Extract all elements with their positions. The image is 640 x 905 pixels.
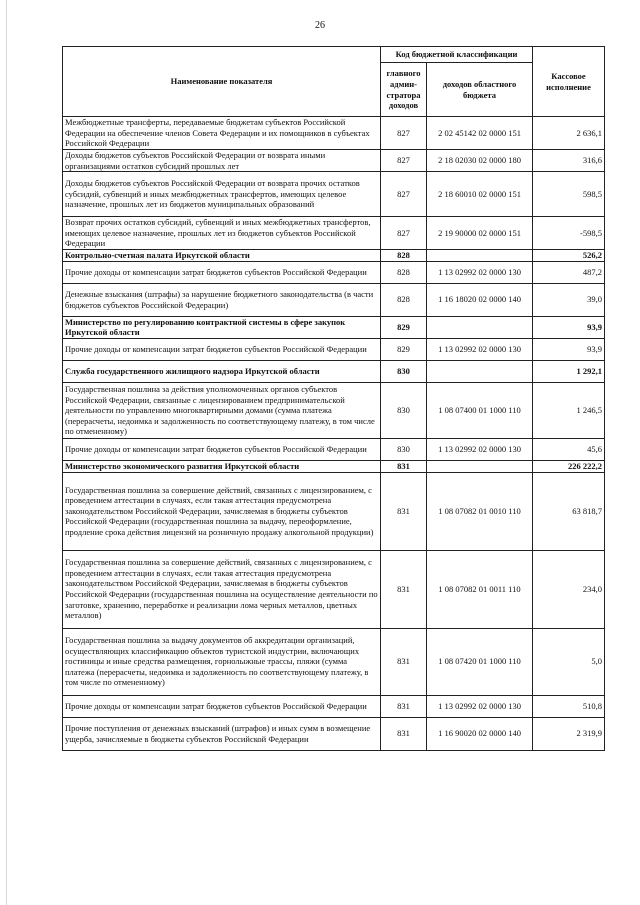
row-code-cell: 1 08 07400 01 1000 110	[427, 382, 533, 438]
row-amount-cell: 5,0	[533, 628, 605, 695]
row-admin-cell: 831	[381, 460, 427, 472]
table-row	[63, 172, 605, 217]
row-amount-cell: 487,2	[533, 261, 605, 283]
row-code-cell	[427, 360, 533, 382]
table-row	[63, 117, 605, 150]
row-amount-cell: 1 292,1	[533, 360, 605, 382]
row-name-cell: Межбюджетные трансферты, передаваемые бюджетам субъектов Российской Федерации на обеспечение членов Совета Федерации и их помощников в субъектах Российской Федерации	[63, 117, 381, 150]
row-amount-cell: 510,8	[533, 695, 605, 717]
row-admin-cell: 831	[381, 472, 427, 550]
row-admin-cell: 830	[381, 382, 427, 438]
table-row	[63, 717, 605, 750]
row-code-cell: 1 16 18020 02 0000 140	[427, 283, 533, 316]
row-amount-cell: 2 636,1	[533, 117, 605, 150]
row-code-cell: 1 13 02992 02 0000 130	[427, 261, 533, 283]
table-section-row	[63, 360, 605, 382]
table-row	[63, 150, 605, 172]
header-revenue-code: доходов областного бюджета	[427, 63, 533, 117]
table-row	[63, 550, 605, 628]
row-name-cell: Прочие доходы от компенсации затрат бюджетов субъектов Российской Федерации	[63, 438, 381, 460]
row-admin-cell: 828	[381, 283, 427, 316]
row-name-cell: Контрольно-счетная палата Иркутской области	[63, 250, 381, 262]
row-code-cell: 1 13 02992 02 0000 130	[427, 695, 533, 717]
scan-edge-line	[6, 0, 7, 905]
row-name-cell: Министерство экономического развития Иркутской области	[63, 460, 381, 472]
row-admin-cell: 827	[381, 217, 427, 250]
row-admin-cell: 827	[381, 117, 427, 150]
row-code-cell: 1 08 07082 01 0010 110	[427, 472, 533, 550]
page-number: 26	[315, 20, 325, 31]
row-code-cell: 1 08 07082 01 0011 110	[427, 550, 533, 628]
row-name-cell: Прочие поступления от денежных взысканий (штрафов) и иных сумм в возмещение ущерба, зачисляемые в бюджеты субъектов Российской Федерации	[63, 717, 381, 750]
row-admin-cell: 827	[381, 172, 427, 217]
row-name-cell: Возврат прочих остатков субсидий, субвенций и иных межбюджетных трансфертов, имеющих целевое назначение, прошлых лет из бюджетов субъектов Российской Федерации	[63, 217, 381, 250]
row-admin-cell: 829	[381, 316, 427, 338]
row-name-cell: Прочие доходы от компенсации затрат бюджетов субъектов Российской Федерации	[63, 261, 381, 283]
row-code-cell: 1 16 90020 02 0000 140	[427, 717, 533, 750]
row-name-cell: Служба государственного жилищного надзора Иркутской области	[63, 360, 381, 382]
row-admin-cell: 831	[381, 717, 427, 750]
row-name-cell: Прочие доходы от компенсации затрат бюджетов субъектов Российской Федерации	[63, 338, 381, 360]
row-admin-cell: 831	[381, 695, 427, 717]
row-code-cell: 1 13 02992 02 0000 130	[427, 438, 533, 460]
row-name-cell: Доходы бюджетов субъектов Российской Федерации от возврата прочих остатков субсидий, субвенций и иных межбюджетных трансфертов, имеющих целевое назначение, прошлых лет из бюджетов муниципальных образований	[63, 172, 381, 217]
table-section-row	[63, 316, 605, 338]
row-amount-cell: 526,2	[533, 250, 605, 262]
row-amount-cell: 39,0	[533, 283, 605, 316]
table-row	[63, 338, 605, 360]
row-name-cell: Министерство по регулированию контрактной системы в сфере закупок Иркутской области	[63, 316, 381, 338]
row-amount-cell: 598,5	[533, 172, 605, 217]
row-admin-cell: 830	[381, 360, 427, 382]
row-name-cell: Государственная пошлина за действия уполномоченных органов субъектов Российской Федерации, связанные с лицензированием предпринимательской деятельности по управлению многоквартирными домами (сумма платежа (перерасчеты, недоимка и задолженность по соответствующему платежу, в том числе по отмененному)	[63, 382, 381, 438]
row-admin-cell: 831	[381, 628, 427, 695]
row-amount-cell: 234,0	[533, 550, 605, 628]
table-section-row	[63, 460, 605, 472]
row-amount-cell: 63 818,7	[533, 472, 605, 550]
row-admin-cell: 829	[381, 338, 427, 360]
row-name-cell: Прочие доходы от компенсации затрат бюджетов субъектов Российской Федерации	[63, 695, 381, 717]
row-code-cell: 2 02 45142 02 0000 151	[427, 117, 533, 150]
row-amount-cell: 93,9	[533, 316, 605, 338]
row-name-cell: Доходы бюджетов субъектов Российской Федерации от возврата иными организациями остатков субсидий прошлых лет	[63, 150, 381, 172]
table-row	[63, 628, 605, 695]
row-name-cell: Государственная пошлина за выдачу документов об аккредитации организаций, осуществляющих классификацию объектов туристской индустрии, включающих гостиницы и иные средства размещения, горнолыжные трассы, пляжи (сумма платежа (перерасчеты, недоимка и задолженность по соответствующему платежу, в том числе по отмененному)	[63, 628, 381, 695]
table-row	[63, 382, 605, 438]
row-amount-cell: 93,9	[533, 338, 605, 360]
row-code-cell: 2 18 02030 02 0000 180	[427, 150, 533, 172]
row-code-cell	[427, 250, 533, 262]
table-row	[63, 695, 605, 717]
row-code-cell	[427, 460, 533, 472]
row-code-cell: 2 18 60010 02 0000 151	[427, 172, 533, 217]
row-name-cell: Денежные взыскания (штрафы) за нарушение бюджетного законодательства (в части бюджетов субъектов Российской Федерации)	[63, 283, 381, 316]
table-row	[63, 217, 605, 250]
row-name-cell: Государственная пошлина за совершение действий, связанных с лицензированием, с проведением аттестации в случаях, если такая аттестация предусмотрена законодательством Российской Федерации, зачисляемая в бюджеты субъектов Российской Федерации (государственная пошлина на осуществление деятельности по заготовке, хранению, переработке и реализации лома черных металлов, цветных металлов)	[63, 550, 381, 628]
header-cash-execution: Кассовое исполнение	[533, 47, 605, 117]
row-admin-cell: 828	[381, 250, 427, 262]
header-budget-classification: Код бюджетной классификации	[381, 47, 533, 63]
row-amount-cell: 316,6	[533, 150, 605, 172]
row-admin-cell: 827	[381, 150, 427, 172]
table-row	[63, 261, 605, 283]
header-indicator-name: Наименование показателя	[63, 47, 381, 117]
row-amount-cell: -598,5	[533, 217, 605, 250]
row-admin-cell: 830	[381, 438, 427, 460]
row-amount-cell: 45,6	[533, 438, 605, 460]
budget-table	[62, 46, 605, 751]
row-amount-cell: 226 222,2	[533, 460, 605, 472]
row-code-cell	[427, 316, 533, 338]
row-amount-cell: 1 246,5	[533, 382, 605, 438]
header-admin: главного админ-стратора доходов	[381, 63, 427, 117]
row-code-cell: 1 13 02992 02 0000 130	[427, 338, 533, 360]
table-section-row	[63, 250, 605, 262]
table-body	[63, 117, 605, 751]
table-row	[63, 283, 605, 316]
row-amount-cell: 2 319,9	[533, 717, 605, 750]
row-admin-cell: 828	[381, 261, 427, 283]
row-code-cell: 2 19 90000 02 0000 151	[427, 217, 533, 250]
table-row	[63, 472, 605, 550]
row-code-cell: 1 08 07420 01 1000 110	[427, 628, 533, 695]
row-admin-cell: 831	[381, 550, 427, 628]
table-row	[63, 438, 605, 460]
row-name-cell: Государственная пошлина за совершение действий, связанных с лицензированием, с проведением аттестации в случаях, если такая аттестация предусмотрена законодательством Российской Федерации, зачисляемая в бюджеты субъектов Российской Федерации (государственная пошлина за выдачу, переоформление, продление срока действия лицензий на розничную продажу алкогольной продукции)	[63, 472, 381, 550]
